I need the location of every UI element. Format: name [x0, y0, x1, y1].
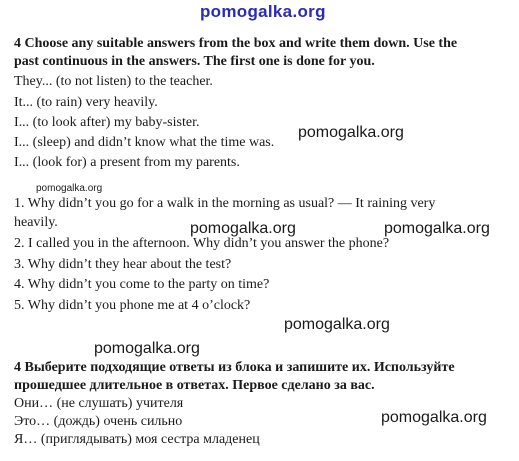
question-item: 3. Why didn’t they hear about the test? — [14, 257, 232, 272]
box-item: It... (to rain) very heavily. — [14, 95, 158, 110]
watermark-small: pomogalka.org — [36, 183, 103, 194]
watermark: pomogalka.org — [381, 409, 487, 426]
exercise-heading-line-1: 4 Choose any suitable answers from the box and write them down. Use the — [14, 36, 458, 51]
box-item: They... (to not listen) to the teacher. — [14, 74, 213, 89]
question-item: 4. Why didn’t you come to the party on time? — [14, 277, 270, 292]
watermark: pomogalka.org — [384, 220, 490, 237]
ru-item: Они… (не слушать) учителя — [14, 396, 184, 411]
exercise-heading-ru-line-1: 4 Выберите подходящие ответы из блока и запишите их. Используйте — [14, 360, 455, 375]
watermark: pomogalka.org — [190, 220, 296, 237]
question-item: heavily. — [14, 215, 58, 230]
exercise-heading-line-2: past continuous in the answers. The first one is done for you. — [14, 54, 375, 69]
box-item: I... (look for) a present from my parents. — [14, 155, 240, 170]
question-item: 1. Why didn’t you go for a walk in the morning as usual? — It raining very — [14, 196, 436, 211]
question-item: 2. I called you in the afternoon. Why didn’t you answer the phone? — [14, 236, 390, 251]
ru-item: Это… (дождь) очень сильно — [14, 414, 183, 429]
question-item: 5. Why didn’t you phone me at 4 o’clock? — [14, 298, 251, 313]
ru-item: Я… (приглядывать) моя сестра младенец — [14, 432, 260, 447]
box-item: I... (sleep) and didn’t know what the time was. — [14, 135, 275, 150]
watermark: pomogalka.org — [94, 340, 200, 357]
watermark-top: pomogalka.org — [200, 2, 326, 21]
watermark: pomogalka.org — [284, 316, 390, 333]
box-item: I... (to look after) my baby-sister. — [14, 115, 200, 130]
watermark: pomogalka.org — [298, 124, 404, 141]
exercise-heading-ru-line-2: прошедшее длительное в ответах. Первое сделано за вас. — [14, 378, 375, 393]
